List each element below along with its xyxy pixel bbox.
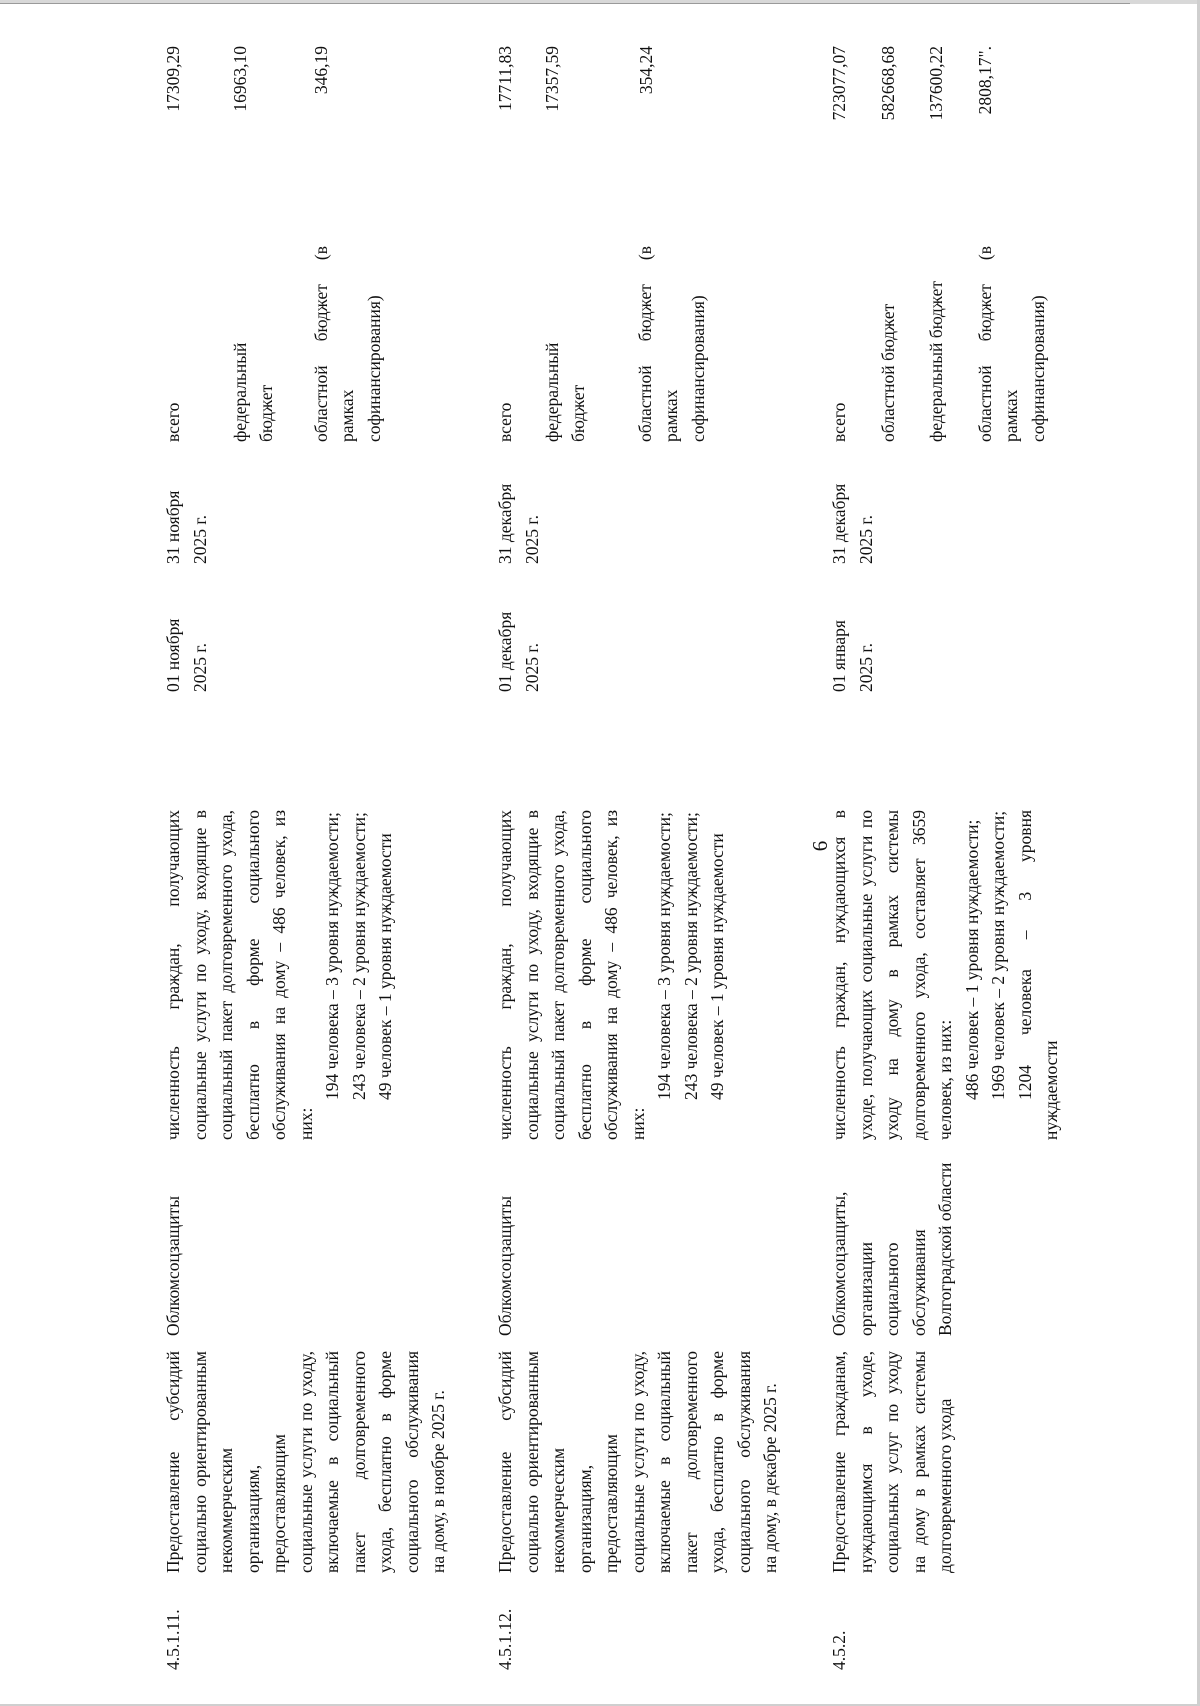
source-regional-cofin: областной бюджет (в рамках софинансирования): [974, 246, 1048, 442]
funding-amounts: [826, 46, 998, 206]
amount-regional-cofin: 2808,17".: [974, 46, 995, 115]
amount-total: 723077,07: [829, 46, 849, 121]
amount-federal: 16963,10: [229, 46, 250, 112]
row-number: 4.5.2.: [829, 1630, 849, 1670]
source-regional-cofin: областной бюджет (в рамках софинансирования): [634, 246, 708, 442]
indicator-main: численность граждан, получающих социальные услуги по уходу, входящие в социальный пакет долговременного ухода, бесплатно в форме социального обслуживания на дому – 486 человек, из них:: [163, 810, 316, 1140]
amount-total: 17309,29: [163, 46, 183, 112]
indicator-item: 243 человека – 2 уровня нуждаемости;: [680, 812, 701, 1100]
indicator-item: 194 человека – 3 уровня нуждаемости;: [322, 812, 342, 1100]
row-number: 4.5.1.11.: [163, 1609, 183, 1670]
measure-name: Предоставление субсидий социально ориентированным некоммерческим организациям, предоставляющим социальные услуги по уходу, включаемые в социальный пакет долговременного ухода, бесплатно в форме социального обслуживания на дому, в декабре 2025 г.: [495, 1351, 780, 1573]
indicator: [492, 810, 731, 1140]
end-date: 31 декабря 2025 г.: [829, 483, 876, 564]
source-federal: федеральный бюджет: [229, 342, 276, 442]
indicator-item: 49 человек – 1 уровня нуждаемости: [707, 833, 727, 1100]
measure-name: Предоставление субсидий социально ориентированным некоммерческим организациям, предоставляющим социальные услуги по уходу, включаемые в социальный пакет долговременного ухода, бесплатно в форме социального обслуживания на дому, в ноябре 2025 г.: [163, 1351, 448, 1573]
page-number: 6: [808, 840, 832, 852]
source-total: всего: [163, 402, 183, 442]
funding-sources: [492, 246, 711, 442]
start-date: 01 ноября 2025 г.: [163, 618, 210, 692]
indicator-item: 486 человек – 1 уровня нуждаемости;: [961, 819, 982, 1100]
indicator-main: численность граждан, нуждающихся в уходе, получающих социальные услуги по уходу на дому в рамках системы долговременного ухода, составляет 3659 человек, из них:: [829, 810, 955, 1140]
funding-sources: [160, 246, 387, 442]
indicator-item: 1969 человек – 2 уровня нуждаемости;: [988, 810, 1008, 1100]
source-regional: областной бюджет: [877, 303, 898, 442]
indicator: [826, 810, 1065, 1140]
source-total: всего: [829, 402, 849, 442]
indicator: [160, 810, 399, 1140]
funding-amounts: [492, 46, 660, 206]
start-date: 01 декабря 2025 г.: [495, 611, 542, 692]
end-date: 31 декабря 2025 г.: [495, 483, 542, 564]
indicator-item: 1204 человека – 3 уровня нуждаемости: [1014, 810, 1061, 1140]
end-date: 31 ноября 2025 г.: [163, 490, 210, 564]
amount-regional: 582668,68: [877, 46, 898, 121]
start-date: 01 января 2025 г.: [829, 620, 876, 692]
indicator-item: 243 человека – 2 уровня нуждаемости;: [348, 812, 369, 1100]
row-number: 4.5.1.12.: [495, 1608, 515, 1670]
indicator-main: численность граждан, получающих социальные услуги по уходу, входящие в социальный пакет долговременного ухода, бесплатно в форме социального обслуживания на дому – 486 человек, из них:: [495, 810, 648, 1140]
amount-regional-cofin: 354,24: [636, 46, 656, 95]
measure-name: Предоставление гражданам, нуждающимся в уходе, социальных услуг по уходу на дому в рамках системы долговременного ухода: [829, 1351, 955, 1573]
source-regional-cofin: областной бюджет (в рамках софинансирования): [310, 246, 384, 442]
funding-sources: [826, 246, 1051, 442]
indicator-item: 194 человека – 3 уровня нуждаемости;: [654, 812, 674, 1100]
amount-federal: 17357,59: [541, 46, 562, 112]
executor: Облкомсоцзащиты: [163, 1196, 183, 1336]
indicator-item: 49 человек – 1 уровня нуждаемости: [375, 833, 395, 1100]
executor: Облкомсоцзащиты, организации социального обслуживания Волгоградской области: [829, 1162, 955, 1336]
funding-amounts: [160, 46, 335, 206]
source-federal: федеральный бюджет: [926, 280, 946, 442]
amount-regional-cofin: 346,19: [311, 46, 331, 95]
amount-federal: 137600,22: [926, 46, 946, 121]
executor: Облкомсоцзащиты: [495, 1196, 515, 1336]
source-federal: федеральный бюджет: [541, 342, 588, 442]
amount-total: 17711,83: [495, 46, 515, 111]
source-total: всего: [495, 402, 515, 442]
